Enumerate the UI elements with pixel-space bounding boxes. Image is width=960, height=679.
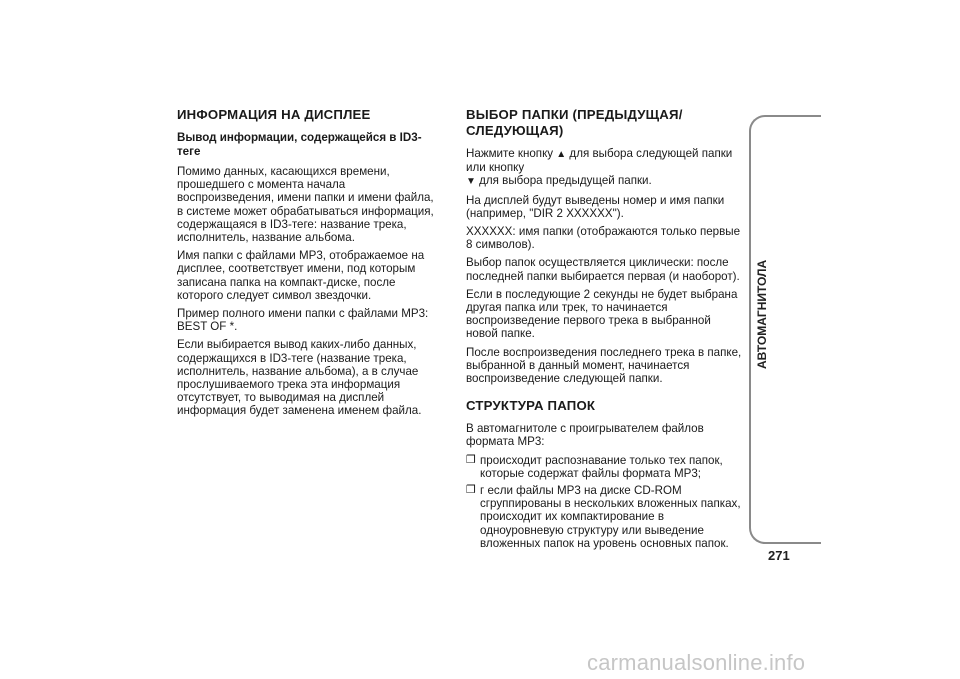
up-arrow-icon: ▲ [556,149,567,160]
paragraph: Имя папки с файлами MP3, отображаемое на дисплее, соответствует имени, под которым записана папка на компакт-диске, после которого следует символ звездочки. [177,249,425,302]
down-arrow-icon: ▼ [466,176,476,188]
paragraph: Помимо данных, касающихся времени, прошедшего с момента начала воспроизведения, имени папки и имени файла, в системе может обрабатываться информация, содержащаяся в ID3-теге: название трека, исполнитель, название альбома. [177,165,434,245]
list-item: ❒ г если файлы MP3 на диске CD-ROM сгруппированы в нескольких вложенных папках, происходит их компактирование в одноуровневую структуру или выведение вложенных папок на уровень основных папок. [466,484,741,550]
left-column [177,107,442,423]
paragraph: Выбор папок осуществляется циклически: после последней папки выбирается первая (и наоборот). [466,256,740,283]
heading-folder-structure: СТРУКТУРА ПАПОК [466,398,596,414]
paragraph: XXXXXX: имя папки (отображаются только первые 8 символов). [466,225,741,252]
checkbox-bullet-icon: ❒ [466,453,476,466]
paragraph: После воспроизведения последнего трека в папке, выбранной в данный момент, начинается воспроизведение следующей папки. [466,345,742,386]
paragraph: На дисплей будут выведены номер и имя папки (например, "DIR 2 XXXXXX"). [466,193,725,220]
heading-folder-select: ВЫБОР ПАПКИ (ПРЕДЫДУЩАЯ/СЛЕДУЮЩАЯ) [466,107,683,138]
page-number: 271 [768,548,790,563]
right-column [466,107,743,554]
section-label: АВТОМАГНИТОЛА [755,259,769,369]
watermark: carmanualsonline.info [587,650,806,675]
checkbox-bullet-icon: ❒ [466,484,476,497]
list-item: ❒ происходит распознавание только тех папок, которые содержат файлы формата MP3; [466,453,723,480]
paragraph: Если в последующие 2 секунды не будет выбрана другая папка или трек, то начинается воспроизведение первого трека в выбранной новой папке. [466,287,738,341]
paragraph-intro: В автомагнитоле с проигрывателем файлов формата MP3: [466,422,704,449]
paragraph-buttons: Нажмите кнопку ▲ для выбора следующей папки или кнопку ▼ для выбора предыдущей папки. [466,147,733,188]
subheading-id3: Вывод информации, содержащейся в ID3-теге [177,131,422,158]
paragraph: Пример полного имени папки с файлами MP3: BEST OF *. [177,307,429,334]
paragraph: Если выбирается вывод каких-либо данных, содержащихся в ID3-теге (название трека, исполнитель, название альбома), а в случае прослушиваемого трека эта информация отсутствует, то выводимая на дисплей информация будет заменена именем файла. [177,338,422,418]
heading-display-info: ИНФОРМАЦИЯ НА ДИСПЛЕЕ [177,107,371,122]
